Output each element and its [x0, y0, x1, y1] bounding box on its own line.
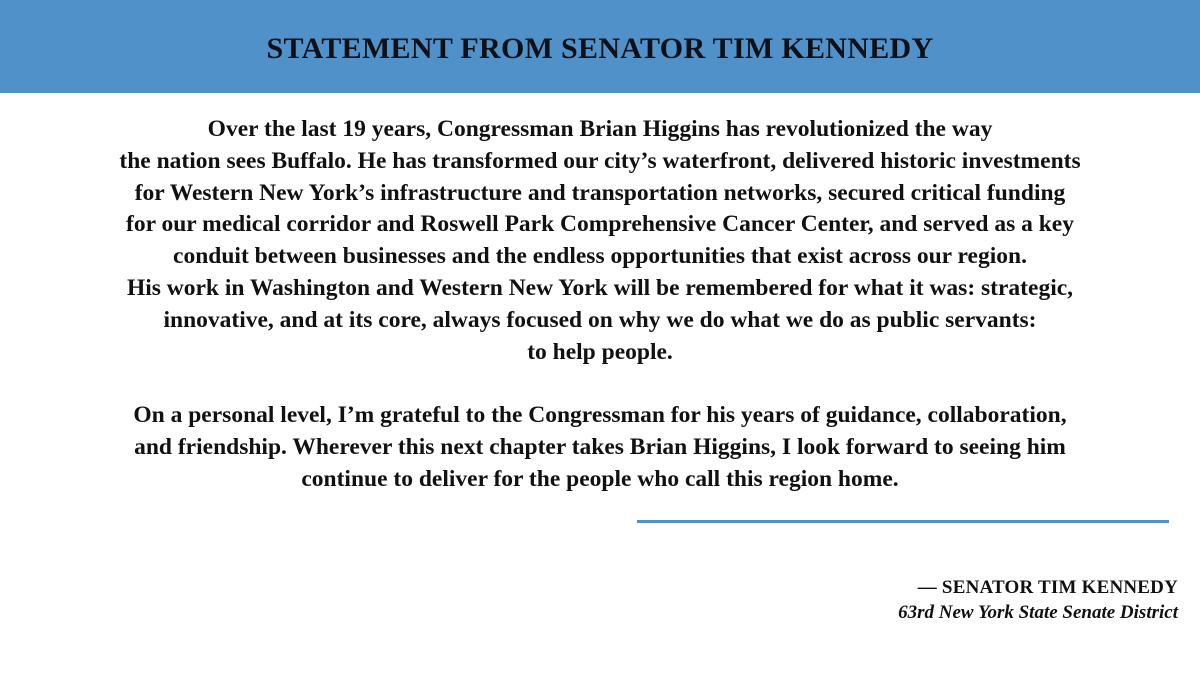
- statement-line: for Western New York’s infrastructure and transportation networks, secured critical funding: [134, 179, 1066, 206]
- statement-line: the nation sees Buffalo. He has transformed our city’s waterfront, delivered historic investments: [119, 147, 1081, 174]
- statement-line: innovative, and at its core, always focused on why we do what we do as public servants:: [163, 306, 1037, 333]
- statement-line: conduit between businesses and the endless opportunities that exist across our region.: [173, 243, 1027, 270]
- statement-line: for our medical corridor and Roswell Park Comprehensive Cancer Center, and served as a key: [126, 211, 1074, 238]
- statement-line: His work in Washington and Western New York will be remembered for what it was: strategic,: [126, 274, 1074, 301]
- statement-line: and friendship. Wherever this next chapter takes Brian Higgins, I look forward to seeing him: [134, 433, 1066, 460]
- paragraph-spacer: [20, 368, 1180, 400]
- page-title: STATEMENT FROM SENATOR TIM KENNEDY: [266, 31, 934, 65]
- signature-block: [898, 575, 1178, 625]
- header-bar: [0, 0, 1200, 93]
- statement-line: to help people.: [527, 338, 673, 365]
- signature-district: 63rd New York State Senate District: [898, 602, 1178, 623]
- statement-paragraph-2: [20, 400, 1180, 495]
- accent-divider: [637, 520, 1169, 523]
- statement-line: Over the last 19 years, Congressman Brian Higgins has revolutionized the way: [207, 116, 993, 142]
- signature-name: — SENATOR TIM KENNEDY: [917, 577, 1178, 598]
- statement-body: [20, 114, 1180, 496]
- statement-paragraph-1: [20, 114, 1180, 368]
- statement-line: continue to deliver for the people who call this region home.: [301, 465, 899, 492]
- statement-line: On a personal level, I’m grateful to the Congressman for his years of guidance, collaboration,: [133, 402, 1067, 429]
